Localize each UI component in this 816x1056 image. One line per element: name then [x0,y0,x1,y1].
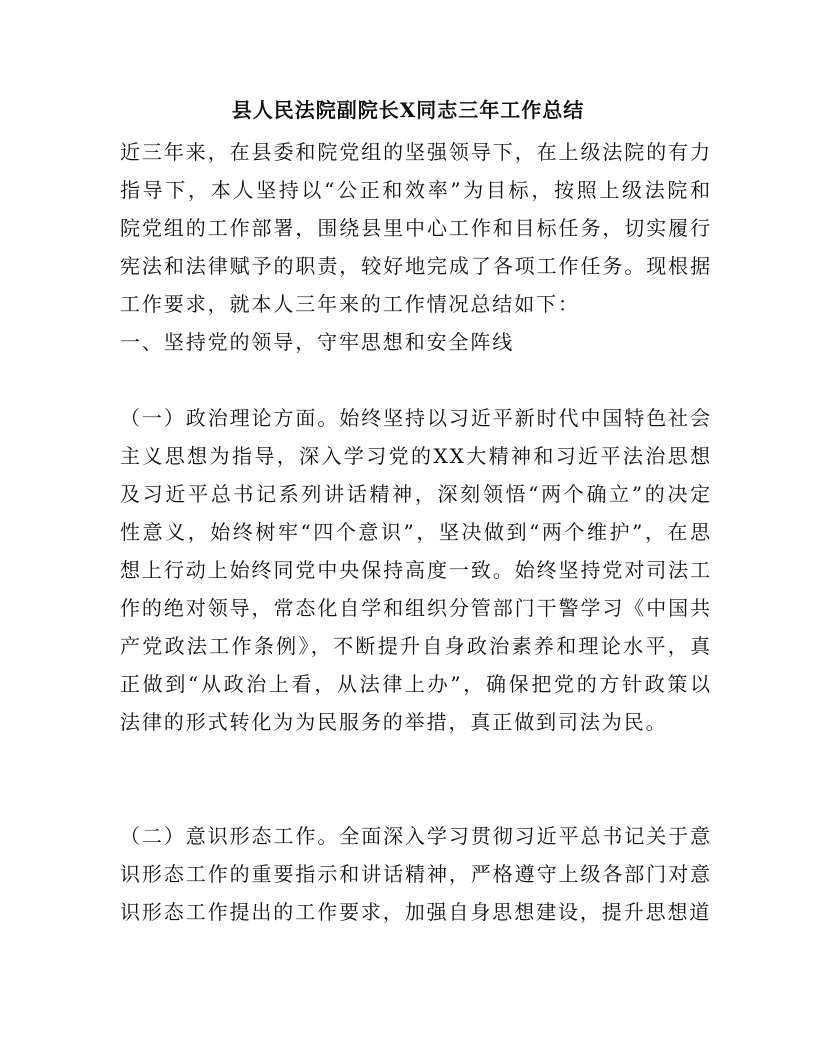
section-heading: 一、坚持党的领导，守牢思想和安全阵线 [120,330,515,354]
political-theory-paragraph: （一）政治理论方面。始终坚持以习近平新时代中国特色社会主义思想为指导，深入学习党的XX大精神和习近平法治思想及习近平总书记系列讲话精神，深刻领悟“两个确立”的决定性意义，始终树牢“四个意识”，坚决做到“两个维护”，在思想上行动上始终同党中央保持高度一致。始终坚持党对司法工作的绝对领导，常态化自学和组织分管部门干警学习《中国共产党政法工作条例》，不断提升自身政治素养和理论水平，真正做到“从政治上看，从法律上办”，确保把党的方针政策以法律的形式转化为为民服务的举措，真正做到司法为民。 [120,406,712,734]
ideology-work-paragraph: （二）意识形态工作。全面深入学习贯彻习近平总书记关于意识形态工作的重要指示和讲话精神，严格遵守上级各部门对意识形态工作提出的工作要求，加强自身思想建设，提升思想道 [120,824,712,924]
intro-paragraph: 近三年来，在县委和院党组的坚强领导下，在上级法院的有力指导下，本人坚持以“公正和效率”为目标，按照上级法院和院党组的工作部署，围绕县里中心工作和目标任务，切实履行宪法和法律赋予的职责，较好地完成了各项工作任务。现根据工作要求，就本人三年来的工作情况总结如下： [120,140,712,316]
document-title: 县人民法院副院长X同志三年工作总结 [231,98,585,122]
